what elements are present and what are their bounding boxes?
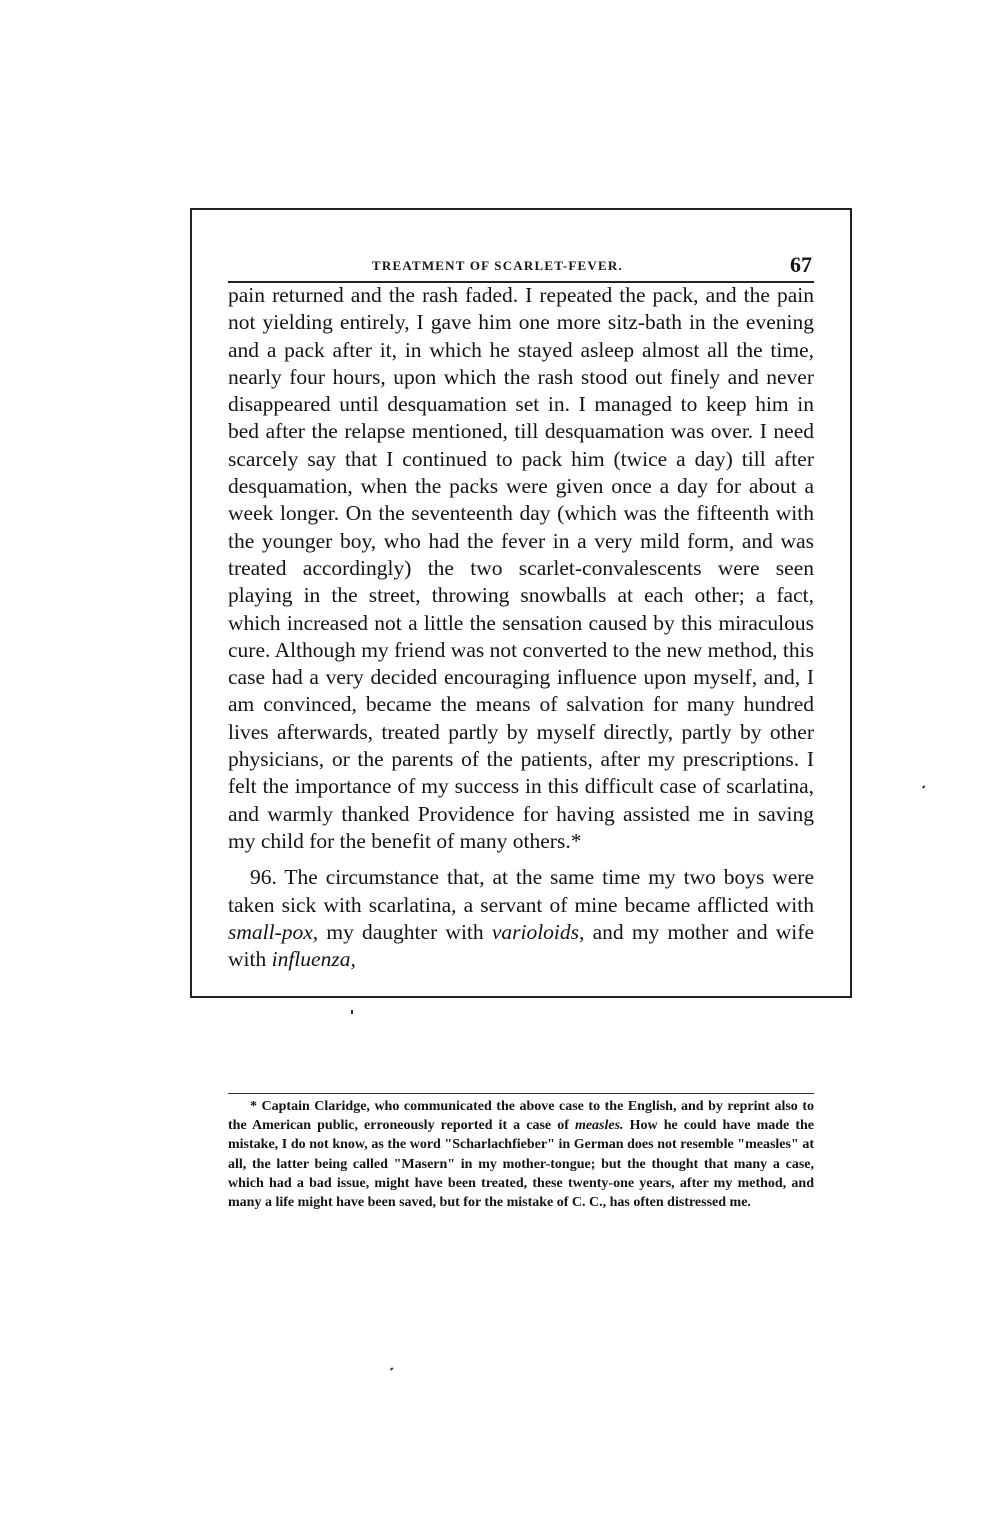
scan-speck: [922, 785, 925, 788]
footnote-text-2: How he could have made the mistake, I do not know, as the word "Scharlachfieber" in German does not resemble "measles" at all, the latter being called "Masern" in my mother-tongue; but the thought that many a case, which had a bad issue, might have been treated, these twenty-one years, after my method, and many a life might have been saved, but for the mistake of C. C., has often distressed me.: [228, 1118, 814, 1211]
body-text: [228, 282, 814, 973]
paragraph-96: [228, 864, 814, 973]
emphasis-small-pox: small-pox,: [228, 919, 319, 944]
footnote-rule: [228, 1093, 814, 1094]
paragraph-96-text-1: 96. The circumstance that, at the same time my two boys were taken sick with scarlatina, a servant of mine became afflicted with: [228, 865, 814, 917]
paragraph-1: pain returned and the rash faded. I repeated the pack, and the pain not yielding entirely, I gave him one more sitz-bath in the evening and a pack after it, in which he stayed asleep almost all the time, nearly four hours, upon which the rash stood out finely and never disappeared until desquamation set in. I managed to keep him in bed after the relapse mentioned, till desquamation was over. I need scarcely say that I continued to pack him (twice a day) till after desquamation, when the packs were given once a day for about a week longer. On the seventeenth day (which was the fifteenth with the younger boy, who had the fever in a very mild form, and was treated accordingly) the two scarlet-convalescents were seen playing in the street, throwing snowballs at each other; a fact, which increased not a little the sensation caused by this miraculous cure. Although my friend was not converted to the new method, this case had a very decided encouraging influence upon myself, and, I am convinced, became the means of salvation for many hundred lives afterwards, treated partly by myself directly, partly by other physicians, or the parents of the patients, after my prescriptions. I felt the importance of my success in this difficult case of scarlatina, and warmly thanked Providence for having assisted me in saving my child for the benefit of many others.*: [228, 283, 814, 853]
paragraph-96-text-3: and my mother and wife with: [228, 919, 814, 972]
emphasis-measles: measles.: [574, 1118, 624, 1134]
scan-speck: [351, 1010, 353, 1014]
page-number: 67: [790, 252, 812, 277]
footnote-text-1: * Captain Claridge, who communicated the above case to the English, and by reprint also to the American public, erroneously reported it a case of: [228, 1099, 814, 1134]
emphasis-influenza: influenza,: [271, 947, 356, 972]
paragraph-96-text-2: my daughter with: [318, 919, 492, 944]
emphasis-varioloids: varioloids,: [491, 919, 585, 944]
scan-speck: [390, 1367, 393, 1370]
running-title: TREATMENT OF SCARLET-FEVER.: [372, 258, 623, 273]
footnote: [228, 1097, 814, 1212]
